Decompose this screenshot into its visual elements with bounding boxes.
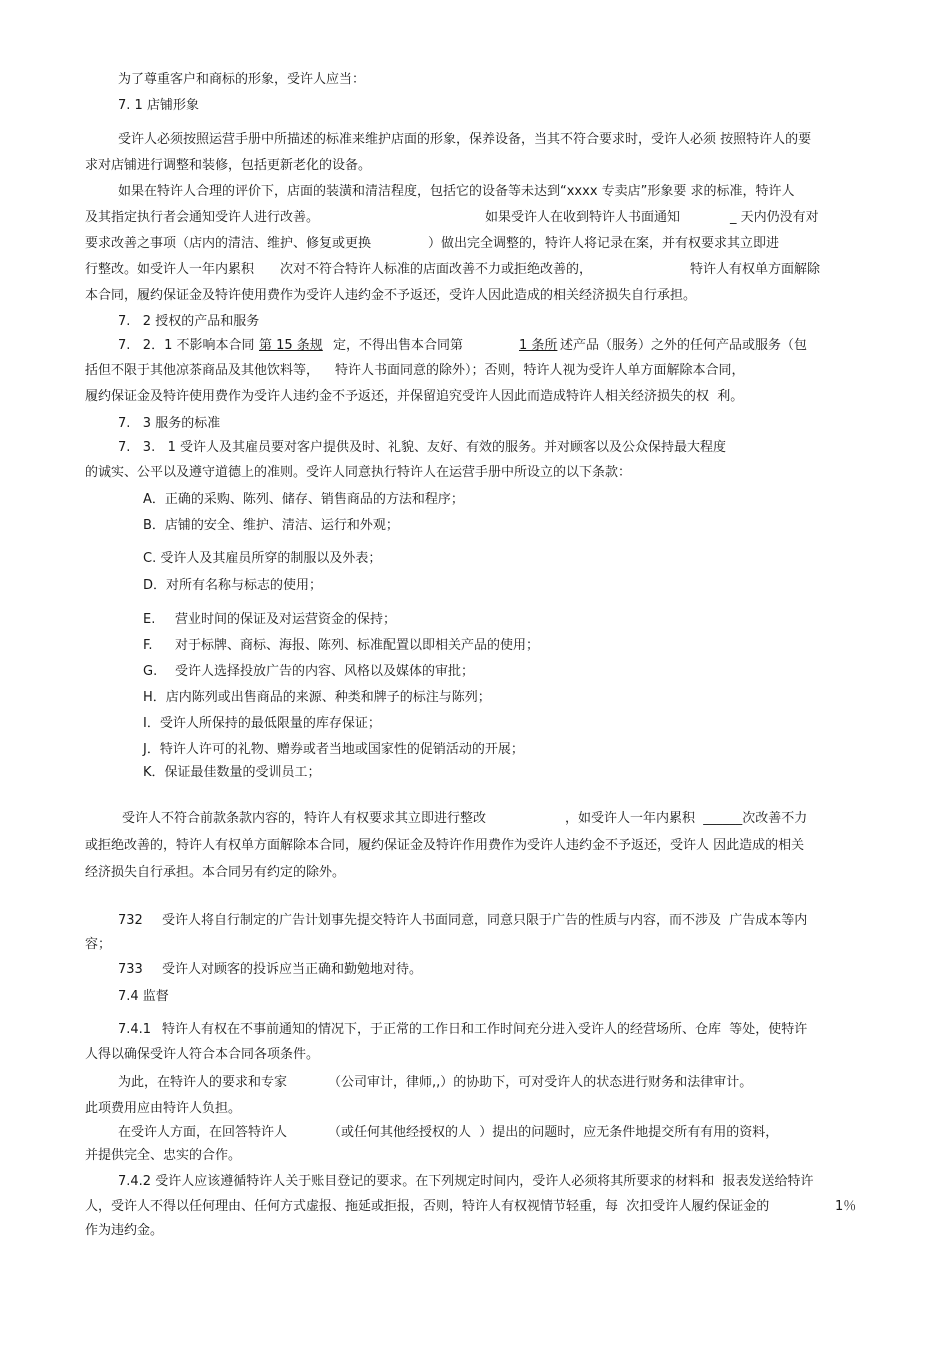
list-item-marker: G. [143,664,158,679]
paragraph-line: 受许人不符合前款条款内容的，特许人有权要求其立即进行整改 [122,811,487,826]
list-item: J．特许人许可的礼物、赠券或者当地或国家性的促销活动的开展； [143,742,524,757]
paragraph-line: 受许人必须按照运营手册中所描述的标准来维护店面的形象，保养设备，当其不符合要求时，受许人必须 按照特许人的要 [118,132,812,147]
list-item-marker: E. [143,612,156,627]
paragraph-fragment: 1％ [835,1199,857,1214]
paragraph-line: 括但不限于其他凉茶商品及其他饮料等， [85,363,320,378]
paragraph-line: 此项费用应由特许人负担。 [85,1101,242,1116]
list-item: 受许人选择投放广告的内容、风格以及媒体的审批； [175,664,475,679]
paragraph-line: 如果在特许人合理的评价下，店面的装潢和清洁程度，包括它的设备等未达到“xxxx 专卖店”形象要 求的标准，特许人 [118,184,795,199]
section-7-2-heading: 7. 2 授权的产品和服务 [118,314,260,329]
paragraph-line: 在受许人方面，在回答特许人 [118,1125,288,1140]
paragraph-line: 行整改。如受许人一年内累积 [85,262,255,277]
list-item: I．受许人所保持的最低限量的库存保证； [143,716,381,731]
paragraph-line: 7.4.2 受许人应该遵循特许人关于账目登记的要求。在下列规定时间内，受许人必须将其所要求的材料和 报表发送给特许 [118,1174,814,1189]
paragraph-fragment: _ 天内仍没有对 [730,210,819,225]
list-item: A．正确的采购、陈列、储存、销售商品的方法和程序； [143,492,464,507]
section-7-1-heading: 7. 1 店铺形象 [118,98,199,113]
paragraph-fragment: 述产品（服务）之外的任何产品或服务（包 [560,338,808,353]
paragraph-line: 容； [85,937,112,952]
list-item: 对于标牌、商标、海报、陈列、标准配置以即相关产品的使用； [175,638,540,653]
section-7-3-heading: 7. 3 服务的标准 [118,416,221,431]
paragraph-fragment: （或任何其他经授权的人 ）提出的问题时，应无条件地提交所有有用的资料， [328,1125,779,1140]
paragraph-fragment: 定，不得出售本合同第 [333,338,464,353]
paragraph-line: 的诚实、公平以及遵守道德上的准则。受许人同意执行特许人在运营手册中所设立的以下条款： [85,465,632,480]
list-item-marker: F. [143,638,153,653]
list-item: 营业时间的保证及对运营资金的保持； [175,612,397,627]
paragraph-line: 受许人对顾客的投诉应当正确和勤勉地对待。 [162,962,423,977]
paragraph-line: 及其指定执行者会通知受许人进行改善。 [85,210,320,225]
paragraph-fragment: 特许人书面同意的除外）；否则，特许人视为受许人单方面解除本合同， [335,363,745,378]
paragraph-fragment: 如果受许人在收到特许人书面通知 [485,210,681,225]
clause-reference: 1 条所 [519,338,558,353]
list-item: D．对所有名称与标志的使用； [143,578,323,593]
intro-line: 为了尊重客户和商标的形象，受许人应当： [118,72,366,87]
list-item: K．保证最佳数量的受训员工； [143,765,321,780]
list-item: H．店内陈列或出售商品的来源、种类和牌子的标注与陈列； [143,690,491,705]
paragraph-line: 7. 2．1 不影响本合同 [118,338,255,353]
paragraph-fragment: ）做出完全调整的，特许人将记录在案，并有权要求其立即进 [428,236,780,251]
list-item: B．店铺的安全、维护、清洁、运行和外观； [143,518,399,533]
paragraph-line: 受许人将自行制定的广告计划事先提交特许人书面同意，同意只限于广告的性质与内容，而不涉及 广告成本等内 [162,913,808,928]
paragraph-line: 为此，在特许人的要求和专家 [118,1075,288,1090]
paragraph-fragment: ，如受许人一年内累积 ______次改善不力 [565,811,808,826]
clause-number: 733 [118,962,143,977]
paragraph-line: 或拒绝改善的，特许人有权单方面解除本合同，履约保证金及特许作用费作为受许人违约金不予返还，受许人 因此造成的相关 [85,838,805,853]
paragraph-line: 特许人有权在不事前通知的情况下，于正常的工作日和工作时间充分进入受许人的经营场所、仓库 等处，使特许 [162,1022,808,1037]
section-7-4-heading: 7.4 监督 [118,989,169,1004]
paragraph-line: 作为违约金。 [85,1223,164,1238]
paragraph-line: 求对店铺进行调整和装修，包括更新老化的设备。 [85,158,372,173]
paragraph-fragment: 特许人有权单方面解除 [690,262,821,277]
paragraph-fragment: （公司审计，律师,,）的协助下，可对受许人的状态进行财务和法律审计。 [328,1075,753,1090]
clause-reference: 第 15 条规 [259,338,323,353]
list-item: C. 受许人及其雇员所穿的制服以及外表； [143,551,382,566]
paragraph-line: 7. 3. 1 受许人及其雇员要对客户提供及时、礼貌、友好、有效的服务。并对顾客以及公众保持最大程度 [118,440,727,455]
paragraph-line: 要求改善之事项（店内的清洁、维护、修复或更换 [85,236,372,251]
clause-number: 7.4.1 [118,1022,152,1037]
paragraph-fragment: 次对不符合特许人标准的店面改善不力或拒绝改善的， [280,262,593,277]
paragraph-line: 人得以确保受许人符合本合同各项条件。 [85,1047,320,1062]
paragraph-line: 本合同，履约保证金及特许使用费作为受许人违约金不予返还，受许人因此造成的相关经济损失自行承担。 [85,288,697,303]
paragraph-line: 经济损失自行承担。本合同另有约定的除外。 [85,865,346,880]
clause-number: 732 [118,913,143,928]
paragraph-line: 履约保证金及特许使用费作为受许人违约金不予返还，并保留追究受许人因此而造成特许人相关经济损失的权 利。 [85,389,744,404]
paragraph-line: 并提供完全、忠实的合作。 [85,1148,242,1163]
paragraph-line: 人，受许人不得以任何理由、任何方式虚报、拖延或拒报，否则，特许人有权视情节轻重，每 次扣受许人履约保证金的 [85,1199,770,1214]
